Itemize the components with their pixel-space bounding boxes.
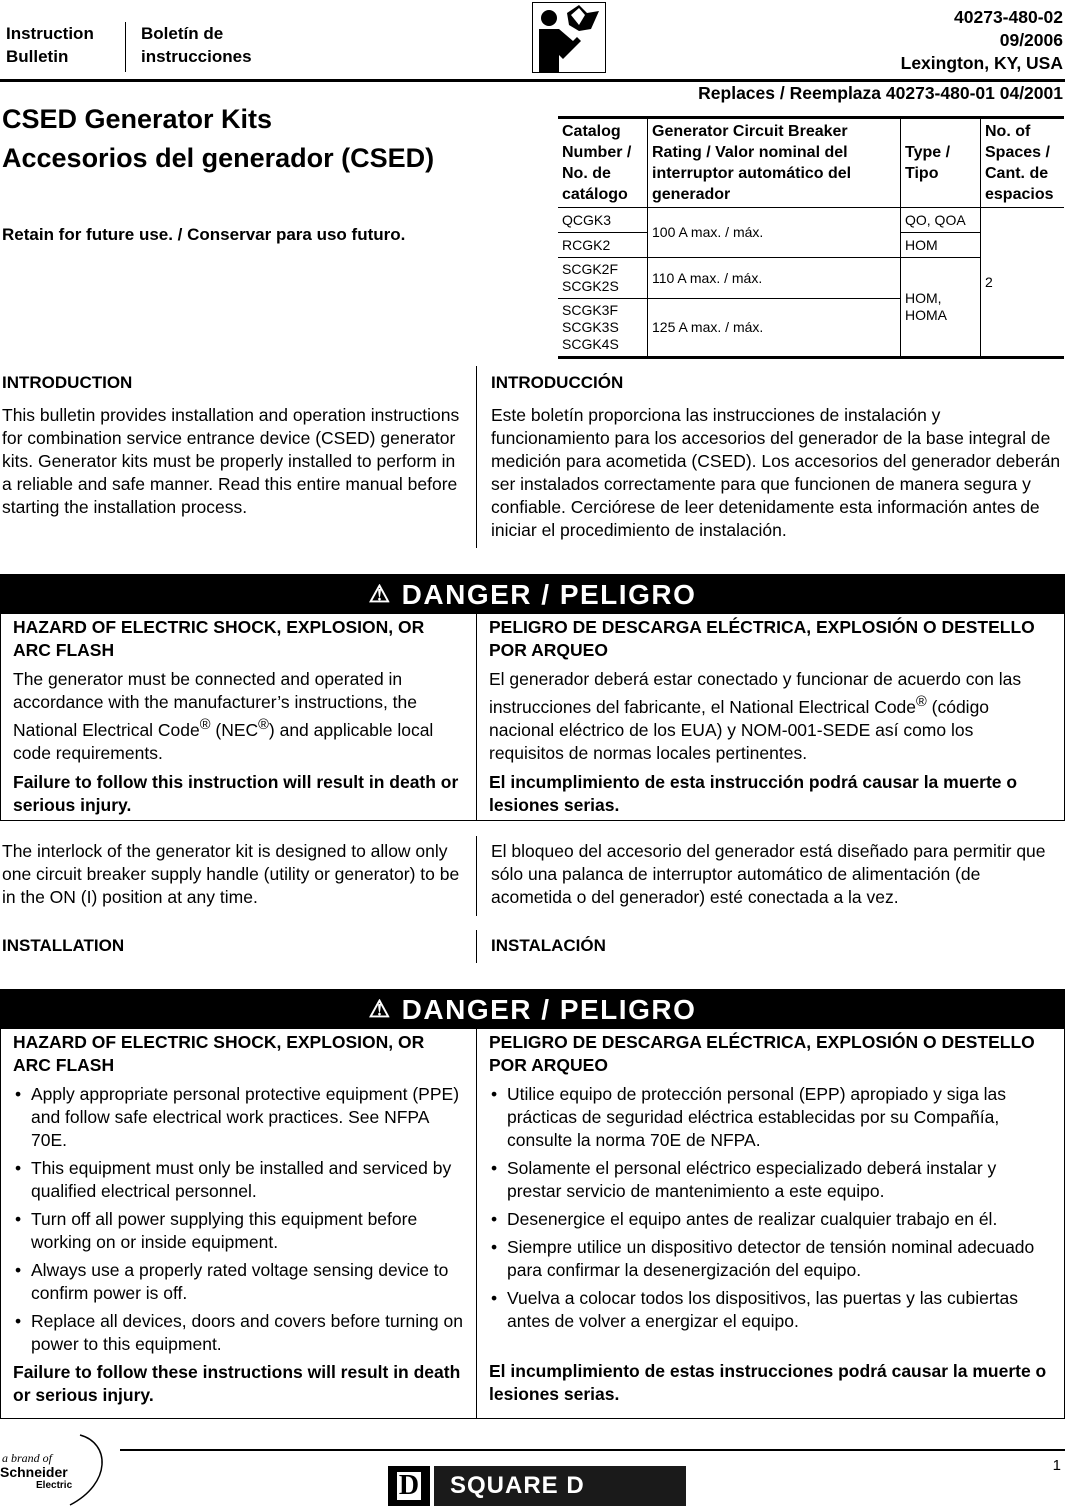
catalog-cell: QCGK3 [558,208,648,233]
type-cell: QO, QOA [901,208,981,233]
hazard-warning-en: Failure to follow these instructions will result in death or serious injury. [13,1362,461,1405]
schneider-electric-logo [0,1433,108,1507]
catalog-cell: RCGK2 [558,233,648,258]
hazard-warning-es: El incumplimiento de esta instrucción podrá causar la muerte o lesiones serias. [489,771,1018,815]
type-cell: HOM [901,233,981,258]
document-info [901,6,1063,75]
list-item: • Replace all devices, doors and covers before turning on power to this equipment. [13,1310,464,1356]
column-divider [476,366,477,548]
rating-cell: 100 A max. / máx. [648,208,901,258]
page-number: 1 [1052,1457,1061,1474]
title-en: CSED Generator Kits [2,104,273,134]
col-rating-header: Generator Circuit Breaker Rating / Valor nominal del interruptor automático del generador [648,118,901,208]
hazard-warning-en: Failure to follow this instruction will result in death or serious injury. [13,771,459,815]
rating-cell: 110 A max. / máx. [648,258,901,299]
intro-text-es: Este boletín proporciona las instrucciones de instalación y funcionamiento para los accesorios del generador de la base integral de medición para acometida (CSED). Los accesorios del generador deberán ser instalados correctamente para que funcionen de manera segura y confiable. Cerciórese de leer detenidamente esta información antes de iniciar el procedimiento de instalación. [491,405,1061,540]
rating-cell: 125 A max. / máx. [648,299,901,358]
hazard-text-en: The generator must be connected and operated in accordance with the manufacturer’s instructions, the National Electrical Code® (NEC®) and applicable local code requirements. [13,669,434,763]
square-d-mark [388,1466,430,1506]
document-number: 40273-480-02 [954,7,1063,27]
list-item: • Always use a properly rated voltage sensing device to confirm power is off. [13,1259,464,1305]
intro-heading-en: INTRODUCTION [2,373,133,392]
replaces-note: Replaces / Reemplaza 40273-480-01 04/2001 [698,83,1063,103]
danger-header [1,575,1064,614]
hazard-text-es: El generador deberá estar conectado y funcionar de acuerdo con las instrucciones del fabricante, el National Electrical Code® (código nacional eléctrico de los EUA) y NOM-001-SEDE así como los requisitos de normas locales pertinentes. [489,669,1022,763]
hazard-warning-es: El incumplimiento de estas instrucciones podrá causar la muerte o lesiones serias. [489,1361,1047,1404]
list-item: • This equipment must only be installed and serviced by qualified electrical personnel. [13,1157,464,1203]
footer-rule [120,1449,1065,1451]
intro-en [2,371,464,519]
danger-col-es [477,1029,1064,1418]
interlock-text-en: The interlock of the generator kit is designed to allow only one circuit breaker supply handle (utility or generator) to be in the ON (I) position at any time. [2,841,460,907]
danger-title: DANGER / PELIGRO [401,578,697,610]
installation-heading-es: INSTALACIÓN [491,936,606,955]
table-row [558,208,1064,233]
col-type-header: Type / Tipo [901,118,981,208]
hazard-heading-es: PELIGRO DE DESCARGA ELÉCTRICA, EXPLOSIÓN O DESTELLO POR ARQUEO [489,617,1035,660]
danger-box-1 [0,574,1065,821]
col-spaces-header: No. of Spaces / Cant. de espacios [981,118,1065,208]
bulletin-es-line1: Boletín de [141,24,224,43]
page-title [2,100,434,178]
title-es: Accesorios del generador (CSED) [2,143,435,173]
column-divider [476,930,477,963]
intro-text-en: This bulletin provides installation and operation instructions for combination service entrance device (CSED) generator kits. Generator kits must be properly installed to perform in a reliable and safe manner. Read this entire manual before starting the installation process. [2,405,460,517]
bulletin-en-line2: Bulletin [6,47,69,66]
col-catalog-header: Catalog Number / No. de catálogo [558,118,648,208]
bulletin-label-en [6,22,94,68]
danger-title: DANGER / PELIGRO [401,993,697,1025]
hazard-heading-en: HAZARD OF ELECTRIC SHOCK, EXPLOSION, OR ARC FLASH [13,1032,425,1075]
list-item: • Turn off all power supplying this equipment before working on or inside equipment. [13,1208,464,1254]
list-item: • Solamente el personal eléctrico especializado deberá instalar y prestar servicio de mantenimiento a este equipo. [489,1157,1052,1203]
document-location: Lexington, KY, USA [900,53,1063,73]
danger-col-en [1,614,477,820]
header-divider [125,22,126,72]
installation-heading-en: INSTALLATION [2,936,125,955]
hazard-list-en [13,1083,464,1356]
type-cell: HOM, HOMA [901,258,981,358]
list-item: • Siempre utilice un dispositivo detector de tensión nominal adecuado para confirmar la desenergización del equipo. [489,1236,1052,1282]
interlock-text-es: El bloqueo del accesorio del generador está diseñado para permitir que sólo una palanca de interruptor automático de alimentación (de acometida o del generador) esté conectada a la vez. [491,841,1046,907]
brand-prefix: a brand of [2,1451,53,1465]
danger-col-en [1,1029,477,1418]
list-item: • Utilice equipo de protección personal (EPP) apropiado y siga las prácticas de seguridad eléctrica establecidas por su Compañía, consulte la norma 70E de NFPA. [489,1083,1052,1152]
hazard-list-es [489,1083,1052,1333]
brand-sub: Electric [36,1480,73,1491]
list-item: • Desenergice el equipo antes de realizar cualquier trabajo en él. [489,1208,1052,1231]
catalog-cell: SCGK3F SCGK3S SCGK4S [558,299,648,358]
danger-header [1,990,1064,1029]
warning-triangle-icon: ⚠ [368,581,392,608]
column-divider [476,836,477,916]
document-date: 09/2006 [999,30,1063,50]
bulletin-label-es [141,22,252,68]
table-header-row [558,118,1064,208]
intro-es [491,371,1063,542]
person-reading-icon [532,2,606,73]
list-item: • Apply appropriate personal protective equipment (PPE) and follow safe electrical work practices. See NFPA 70E. [13,1083,464,1152]
retain-notice: Retain for future use. / Conservar para uso futuro. [2,225,406,244]
intro-heading-es: INTRODUCCIÓN [491,373,624,392]
catalog-cell: SCGK2F SCGK2S [558,258,648,299]
logo-mark-letter: D [398,1470,420,1501]
spaces-cell: 2 [981,208,1065,358]
warning-triangle-icon: ⚠ [368,996,392,1023]
square-d-logo: SQUARE D [434,1466,686,1506]
brand-name: Schneider [0,1464,68,1480]
bulletin-en-line1: Instruction [6,24,94,43]
danger-box-2 [0,989,1065,1419]
bulletin-es-line2: instrucciones [141,47,252,66]
list-item: • Vuelva a colocar todos los dispositivos, las puertas y las cubiertas antes de volver a energizar el equipo. [489,1287,1052,1333]
hazard-heading-es: PELIGRO DE DESCARGA ELÉCTRICA, EXPLOSIÓN O DESTELLO POR ARQUEO [489,1032,1035,1075]
danger-col-es [477,614,1064,820]
catalog-table [558,116,1064,359]
hazard-heading-en: HAZARD OF ELECTRIC SHOCK, EXPLOSION, OR ARC FLASH [13,617,425,660]
